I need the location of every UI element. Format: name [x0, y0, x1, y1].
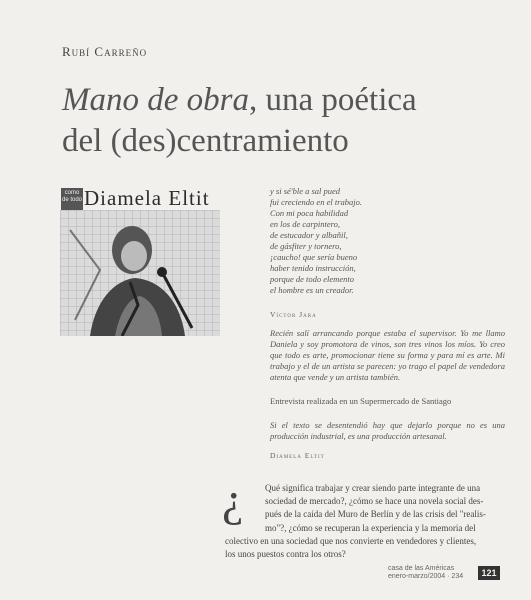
- paragraph-line: pués de la caída del Muro de Berlín y de las crisis del "realis-: [265, 509, 486, 520]
- poem-line: haber tenido instrucción,: [270, 263, 356, 273]
- journal-footer: [388, 565, 463, 581]
- paragraph-line: sociedad de mercado?, ¿cómo se hace una novela social des-: [265, 496, 484, 507]
- poem-line: porque de todo elemento: [270, 274, 354, 284]
- poem-line: en los de carpintero,: [270, 219, 341, 229]
- poem-line: de estucador y albañil,: [270, 230, 348, 240]
- poem-line: de gásfiter y tornero,: [270, 241, 342, 251]
- photo-name: Diamela Eltit: [84, 186, 210, 210]
- portrait-image: [60, 210, 220, 336]
- epigraph-poem: [270, 186, 505, 296]
- paragraph-line: mo"?, ¿cómo se recuperan la experiencia y la memoria del: [265, 522, 476, 533]
- title-rest: , una poética: [248, 82, 417, 118]
- paragraph-line: los unos puestos contra los otros?: [225, 549, 346, 560]
- epigraph-quote-1: Recién salí arrancando porque estaba el supervisor. Yo me llamo Daniela y soy promotora de vinos, son tres vinos los míos. Yo creo que todo es arte, promocionar tiene su forma y para mí es arte. Mi trabajo y el de un artista se parecen: yo trago el papel de vendedora atenta que vende y un artista también.: [270, 328, 505, 382]
- poem-line: fui creciendo en el trabajo.: [270, 197, 362, 207]
- photo-tag: como de todo: [61, 188, 83, 210]
- opening-paragraph: [225, 482, 505, 561]
- poem-author: Víctor Jara: [270, 310, 317, 319]
- article-title-line1: [62, 82, 417, 118]
- article-title-line2: del (des)centramiento: [62, 123, 349, 159]
- page-number: 121: [478, 566, 500, 580]
- drop-cap-letter: Q: [265, 483, 272, 493]
- poem-line: Con mi poca habilidad: [270, 208, 349, 218]
- quote-2-author: Diamela Eltit: [270, 451, 325, 460]
- poem-line: y si sé'ble a sal pued: [270, 186, 341, 196]
- poem-line: el hombre es un creador.: [270, 285, 354, 295]
- quote-1-source: Entrevista realizada en un Supermercado de Santiago: [270, 396, 452, 406]
- book-cover-photo: [60, 186, 220, 336]
- poem-line: ¡caucho! que sería bueno: [270, 252, 358, 262]
- author-name: Rubí Carreño: [62, 44, 148, 59]
- drop-cap: ¿: [222, 473, 244, 526]
- paragraph-line: colectivo en una sociedad que nos convierte en vendedores y clientes,: [225, 535, 477, 546]
- photo-name-banner: [84, 186, 210, 211]
- journal-name: casa de las Américas: [388, 565, 455, 572]
- journal-issue: enero-marzo/2004 · 234: [388, 573, 464, 580]
- epigraph-quote-2: Si el texto se desentendió hay que dejarlo porque no es una producción industrial, es una producción artesanal.: [270, 420, 505, 441]
- paragraph-line: ué significa trabajar y crear siendo parte integrante de una: [271, 483, 481, 493]
- title-italic: Mano de obra: [62, 82, 249, 118]
